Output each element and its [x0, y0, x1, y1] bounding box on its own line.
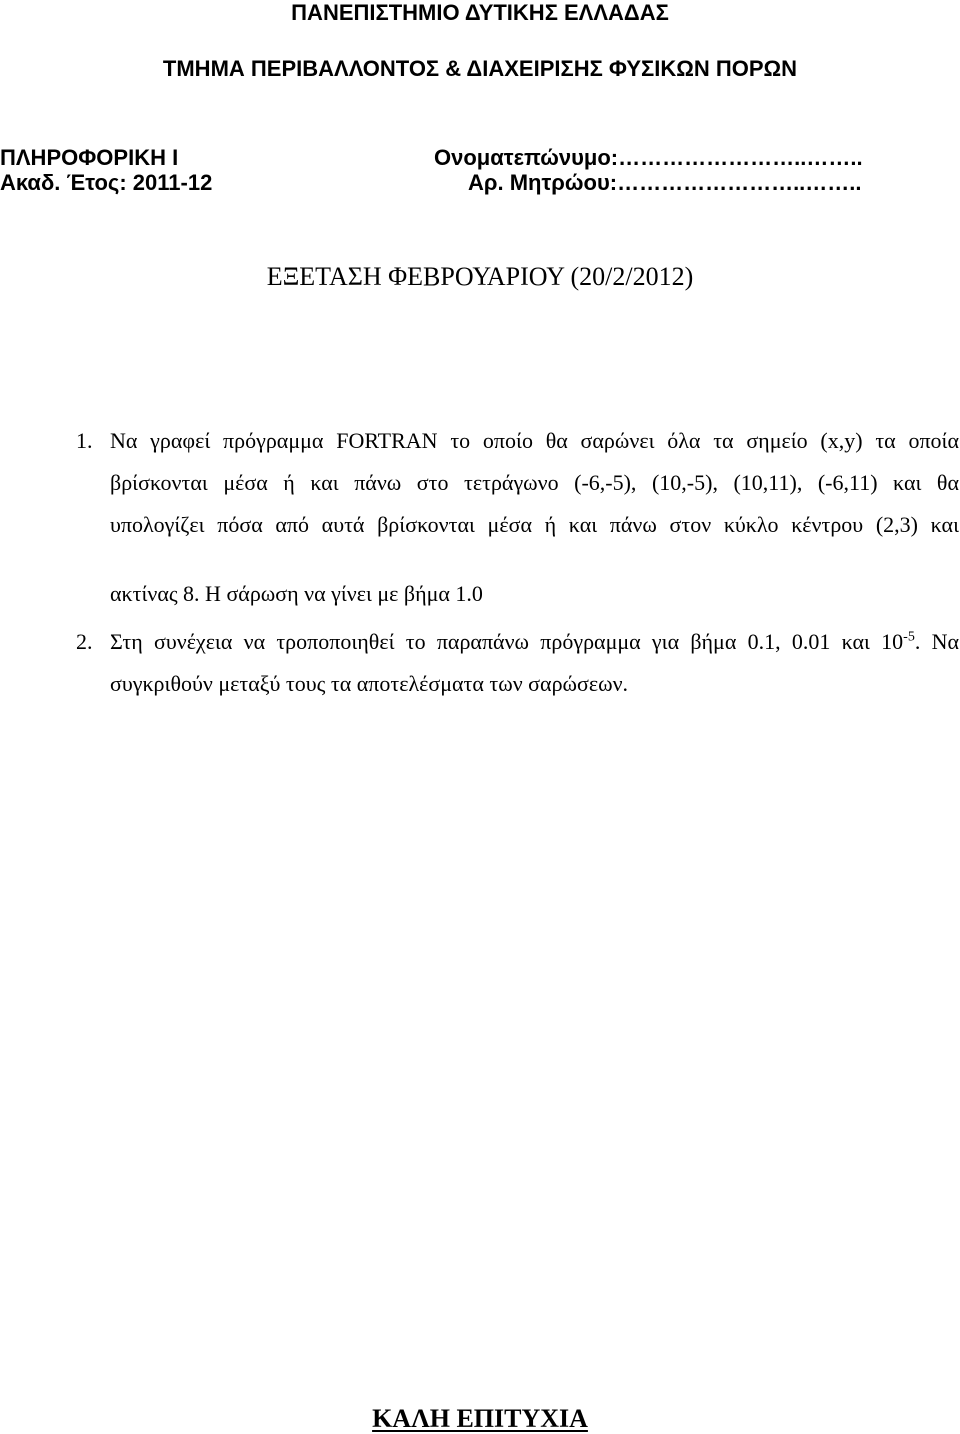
question-2-number: 2. — [76, 629, 93, 654]
university-name: ΠΑΝΕΠΙΣΤΗΜΙΟ ΔΥΤΙΚΗΣ ΕΛΛΑΔΑΣ — [291, 0, 669, 25]
academic-year: Ακαδ. Έτος: 2011-12 — [0, 170, 213, 195]
question-1-number: 1. — [76, 428, 93, 453]
question-2-line-1 — [110, 629, 959, 655]
student-name-field: Ονοματεπώνυμο:……………………..…….. — [434, 145, 863, 170]
exponent: -5 — [903, 629, 915, 645]
closing-text: ΚΑΛΗ ΕΠΙΤΥΧΙΑ — [372, 1404, 588, 1433]
registry-number-field: Αρ. Μητρώου:……………………..…….. — [468, 170, 862, 195]
question-1-line-2: βρίσκονται μέσα ή και πάνω στο τετράγωνο (-6,-5), (10,-5), (10,11), (-6,11) και θα — [110, 470, 959, 495]
question-1-line-1: Να γραφεί πρόγραμμα FORTRAN το οποίο θα σαρώνει όλα τα σημείο (x,y) τα οποία — [110, 428, 959, 453]
exam-title: ΕΞΕΤΑΣΗ ΦΕΒΡΟΥΑΡΙΟΥ (20/2/2012) — [266, 262, 694, 291]
question-1-line-4: ακτίνας 8. Η σάρωση να γίνει με βήμα 1.0 — [110, 581, 483, 606]
question-2-line-1-text: Στη συνέχεια να τροποποιηθεί το παραπάνω πρόγραμμα για βήμα 0.1, 0.01 και $10^{-5}$. Να — [110, 629, 959, 654]
question-1-line-3: υπολογίζει πόσα από αυτά βρίσκονται μέσα ή και πάνω στον κύκλο κέντρου (2,3) και — [110, 512, 959, 537]
question-2-line-2: συγκριθούν μεταξύ τους τα αποτελέσματα των σαρώσεων. — [110, 671, 629, 696]
department-name: ΤΜΗΜΑ ΠΕΡΙΒΑΛΛΟΝΤΟΣ & ΔΙΑΧΕΙΡΙΣΗΣ ΦΥΣΙΚΩΝ ΠΟΡΩΝ — [162, 56, 798, 81]
course-name: ΠΛΗΡΟΦΟΡΙΚΗ Ι — [0, 145, 179, 170]
